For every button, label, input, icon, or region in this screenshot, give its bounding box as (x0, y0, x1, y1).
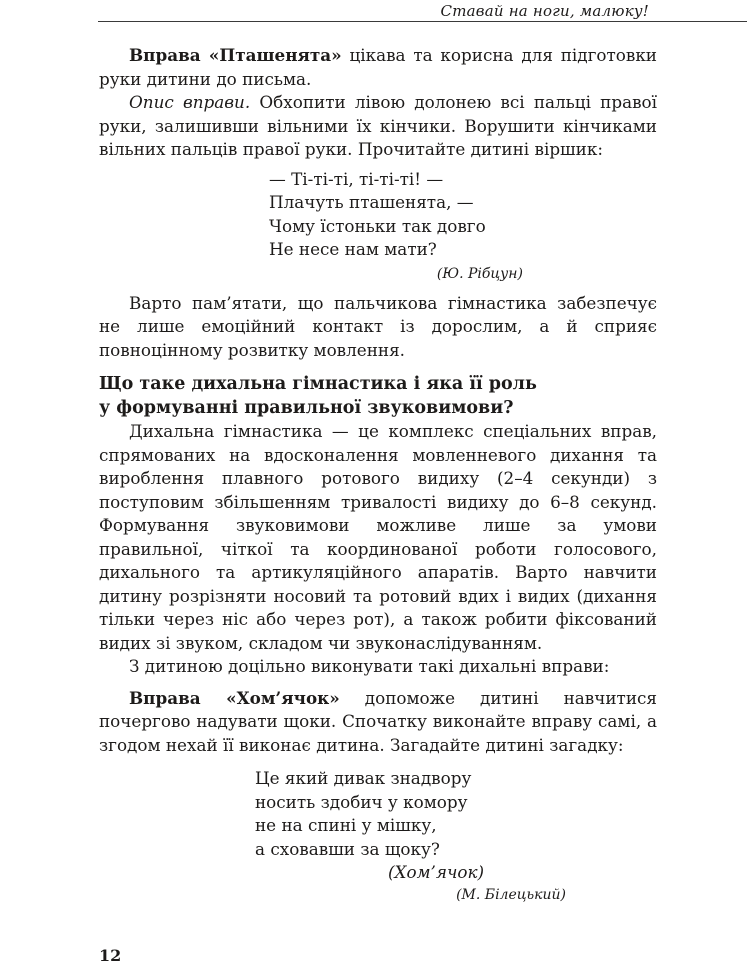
paragraph-hamster-exercise (99, 687, 657, 758)
exercise-intro-text: цікава та корисна для підготовки руки дитини до письма. (99, 45, 657, 89)
poem-line: — Ті-ті-ті, ті-ті-ті! — (269, 168, 444, 189)
riddle-line: Це який дивак знадвору (255, 768, 472, 788)
section-heading (99, 373, 657, 420)
header-rule (98, 21, 747, 22)
running-header (0, 0, 747, 22)
paragraph-breathing-gymnastics: Дихальна гімнастика — це комплекс спеціальних вправ, спрямованих на вдосконалення мовленневого дихання та вироблення плавного ротового видиху (2–4 секунди) з поступовим збільшенням тривалості видиху до 6–8 секунд. Формування звуковимови можливе лише за умови правильної, чіткої та координованої роботи голосового, дихального та артикуляційного апаратів. Варто навчити дитину розрізняти носовий та ротовий вдих і видих (дихання тільки через ніс або через рот), а також робити фіксований видих зі звуком, складом чи звуконаслідуванням. (99, 421, 657, 653)
paragraph-exercises-intro: З дитиною доцільно виконувати такі дихальні вправи: (129, 656, 610, 676)
paragraph-exercise-description (99, 91, 657, 162)
paragraph-exercise-intro (99, 44, 657, 91)
riddle-line: носить здобич у комору (255, 791, 468, 812)
riddle-line: не на спині у мішку, (255, 815, 437, 835)
exercise-title-birds: Вправа «Пташенята» (129, 45, 342, 65)
description-label: Опис вправи. (129, 92, 251, 112)
running-header-title: Ставай на ноги, малюку! (440, 2, 649, 20)
poem-author: (Ю. Рібцун) (436, 265, 523, 282)
description-text: Обхопити лівою долонею всі пальці правої руки, залишивши вільними їх кінчики. Ворушити кінчиками вільних пальців правої руки. Прочитайте дитині віршик: (99, 92, 658, 159)
poem-line: Чому їстоньки так довго (269, 215, 486, 236)
paragraph-finger-gymnastics: Варто пам’ятати, що пальчикова гімнастика забезпечує не лише емоційний контакт із дорослим, а й сприяє повноцінному розвитку мовлення. (99, 292, 657, 360)
section-heading-line: Що таке дихальна гімнастика і яка її роль (99, 374, 537, 394)
poem-line: Не несе нам мати? (269, 239, 437, 259)
riddle (99, 767, 657, 885)
hamster-exercise-text: допоможе дитині навчитися почергово надувати щоки. Спочатку виконайте вправу самі, а згодом нехай її виконає дитина. Загадайте дитині загадку: (99, 687, 657, 755)
page-number: 12 (99, 946, 122, 965)
riddle-author: (М. Білецький) (456, 886, 566, 903)
page-body (99, 44, 657, 905)
poem (99, 168, 657, 262)
riddle-line: а сховавши за щоку? (255, 838, 440, 859)
riddle-answer: (Хом’ячок) (388, 862, 485, 882)
poem-line: Плачуть пташенята, — (269, 192, 474, 212)
section-heading-line: у формуванні правильної звуковимови? (99, 397, 514, 418)
exercise-title-hamster: Вправа «Хом’ячок» (129, 687, 340, 708)
